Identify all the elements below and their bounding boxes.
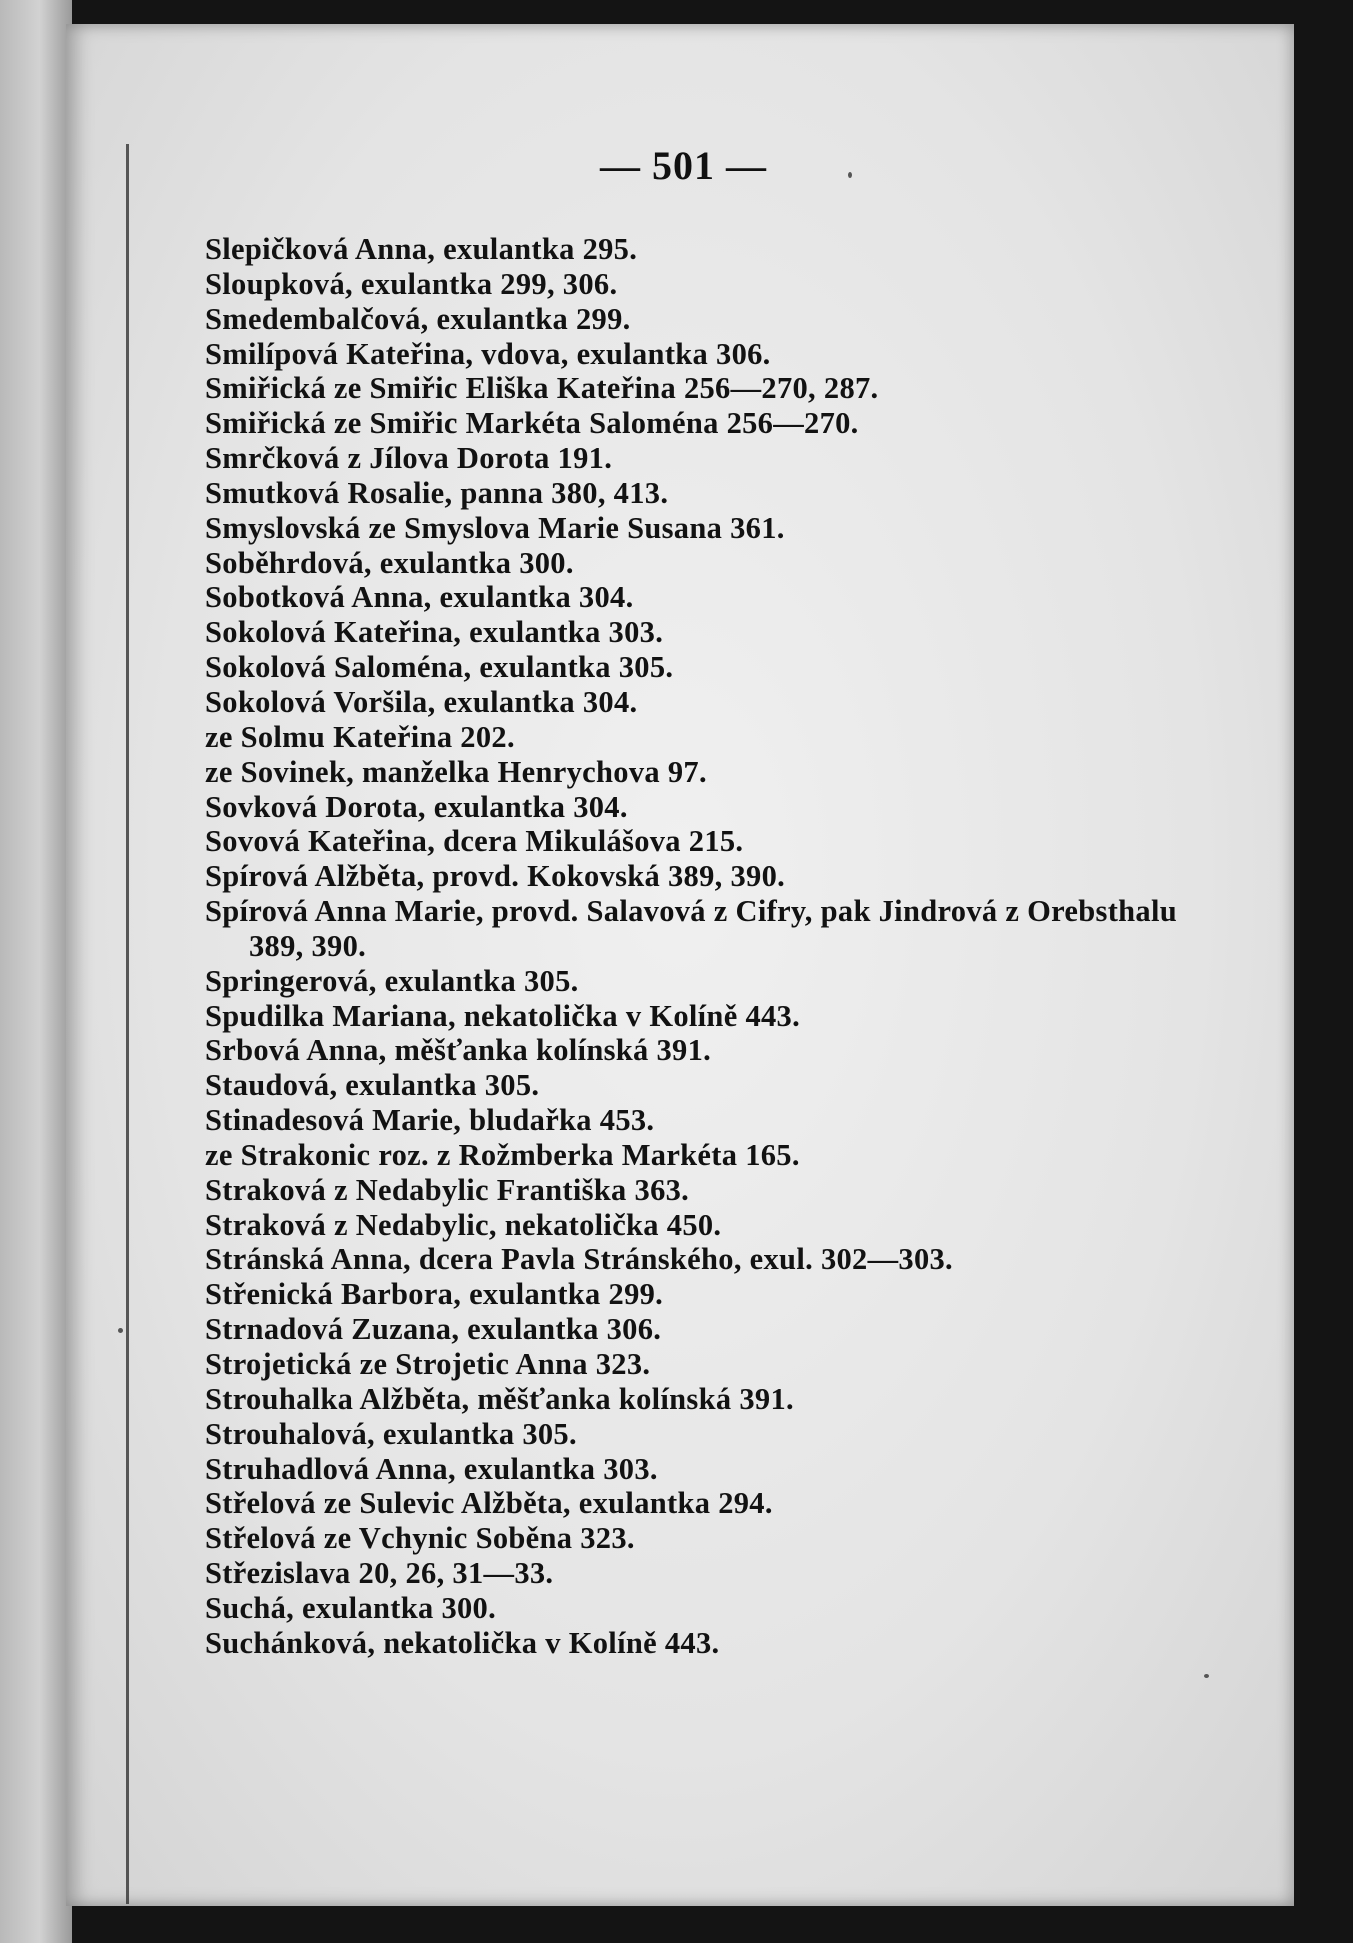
index-entry: Sokolová Saloména, exulantka 305.: [205, 650, 674, 685]
index-entry: Sobotková Anna, exulantka 304.: [205, 580, 634, 615]
facing-page-edge: [0, 0, 72, 1943]
index-entry: Strouhalka Alžběta, měšťanka kolínská 391.: [205, 1381, 794, 1416]
index-entry: ze Solmu Kateřina 202.: [205, 719, 515, 754]
index-entry: Střenická Barbora, exulantka 299.: [205, 1277, 664, 1312]
index-entry: Stránská Anna, dcera Pavla Stránského, exul. 302—303.: [205, 1242, 953, 1277]
index-entry: Smiřická ze Smiřic Eliška Kateřina 256—270, 287.: [205, 371, 879, 406]
paper-speck: [1204, 1674, 1209, 1678]
index-entry: Soběhrdová, exulantka 300.: [205, 545, 574, 580]
index-entry: Staudová, exulantka 305.: [205, 1068, 540, 1103]
index-entry: Sovková Dorota, exulantka 304.: [205, 789, 628, 824]
index-entry: Sokolová Kateřina, exulantka 303.: [205, 615, 664, 650]
paper-speck: [848, 172, 852, 178]
index-entry: Střelová ze Sulevic Alžběta, exulantka 294.: [205, 1486, 773, 1521]
index-entry: Střezislava 20, 26, 31—33.: [205, 1556, 554, 1591]
index-entry: Srbová Anna, měšťanka kolínská 391.: [205, 1033, 712, 1068]
index-entry: ze Strakonic roz. z Rožmberka Markéta 165.: [205, 1137, 800, 1172]
index-entry: Straková z Nedabylic, nekatolička 450.: [205, 1207, 722, 1242]
index-entry: Sloupková, exulantka 299, 306.: [205, 266, 618, 301]
index-entry: Strouhalová, exulantka 305.: [205, 1416, 577, 1451]
index-entry: Smilípová Kateřina, vdova, exulantka 306.: [205, 336, 771, 371]
index-entry: Springerová, exulantka 305.: [205, 963, 579, 998]
index-entry: Slepičková Anna, exulantka 295.: [205, 232, 638, 266]
index-entry: Smyslovská ze Smyslova Marie Susana 361.: [205, 510, 785, 545]
index-entry: Strnadová Zuzana, exulantka 306.: [205, 1312, 662, 1347]
index-entry: Smrčková z Jílova Dorota 191.: [205, 441, 613, 476]
index-entry: Sokolová Voršila, exulantka 304.: [205, 684, 638, 719]
index-entry: Straková z Nedabylic Františka 363.: [205, 1172, 690, 1207]
index-entry: Stinadesová Marie, bludařka 453.: [205, 1103, 655, 1138]
index-entry: Strojetická ze Strojetic Anna 323.: [205, 1347, 651, 1381]
page-number: — 501 —: [600, 143, 767, 188]
index-entry: Smutková Rosalie, panna 380, 413.: [205, 475, 669, 510]
index-entry: Smiřická ze Smiřic Markéta Saloména 256—270.: [205, 406, 859, 441]
index-entry: Struhadlová Anna, exulantka 303.: [205, 1451, 658, 1486]
index-entry: Suchá, exulantka 300.: [205, 1590, 497, 1625]
index-entry: Sovová Kateřina, dcera Mikulášova 215.: [205, 824, 744, 859]
index-entry: Suchánková, nekatolička v Kolíně 443.: [205, 1625, 720, 1660]
index-entry: ze Sovinek, manželka Henrychova 97.: [205, 754, 707, 789]
binding-gutter: [126, 144, 129, 1904]
index-entry: Střelová ze Vchynic Soběna 323.: [205, 1521, 635, 1556]
index-list: [205, 232, 1195, 1661]
index-entry: Spírová Alžběta, provd. Kokovská 389, 390.: [205, 859, 786, 894]
index-entry: Spírová Anna Marie, provd. Salavová z Cifry, pak Jindrová z Orebsthalu 389, 390.: [205, 894, 1177, 963]
paper-speck: [118, 1328, 123, 1333]
index-entry: Smedembalčová, exulantka 299.: [205, 301, 631, 336]
index-entry: Spudilka Mariana, nekatolička v Kolíně 443.: [205, 998, 801, 1033]
